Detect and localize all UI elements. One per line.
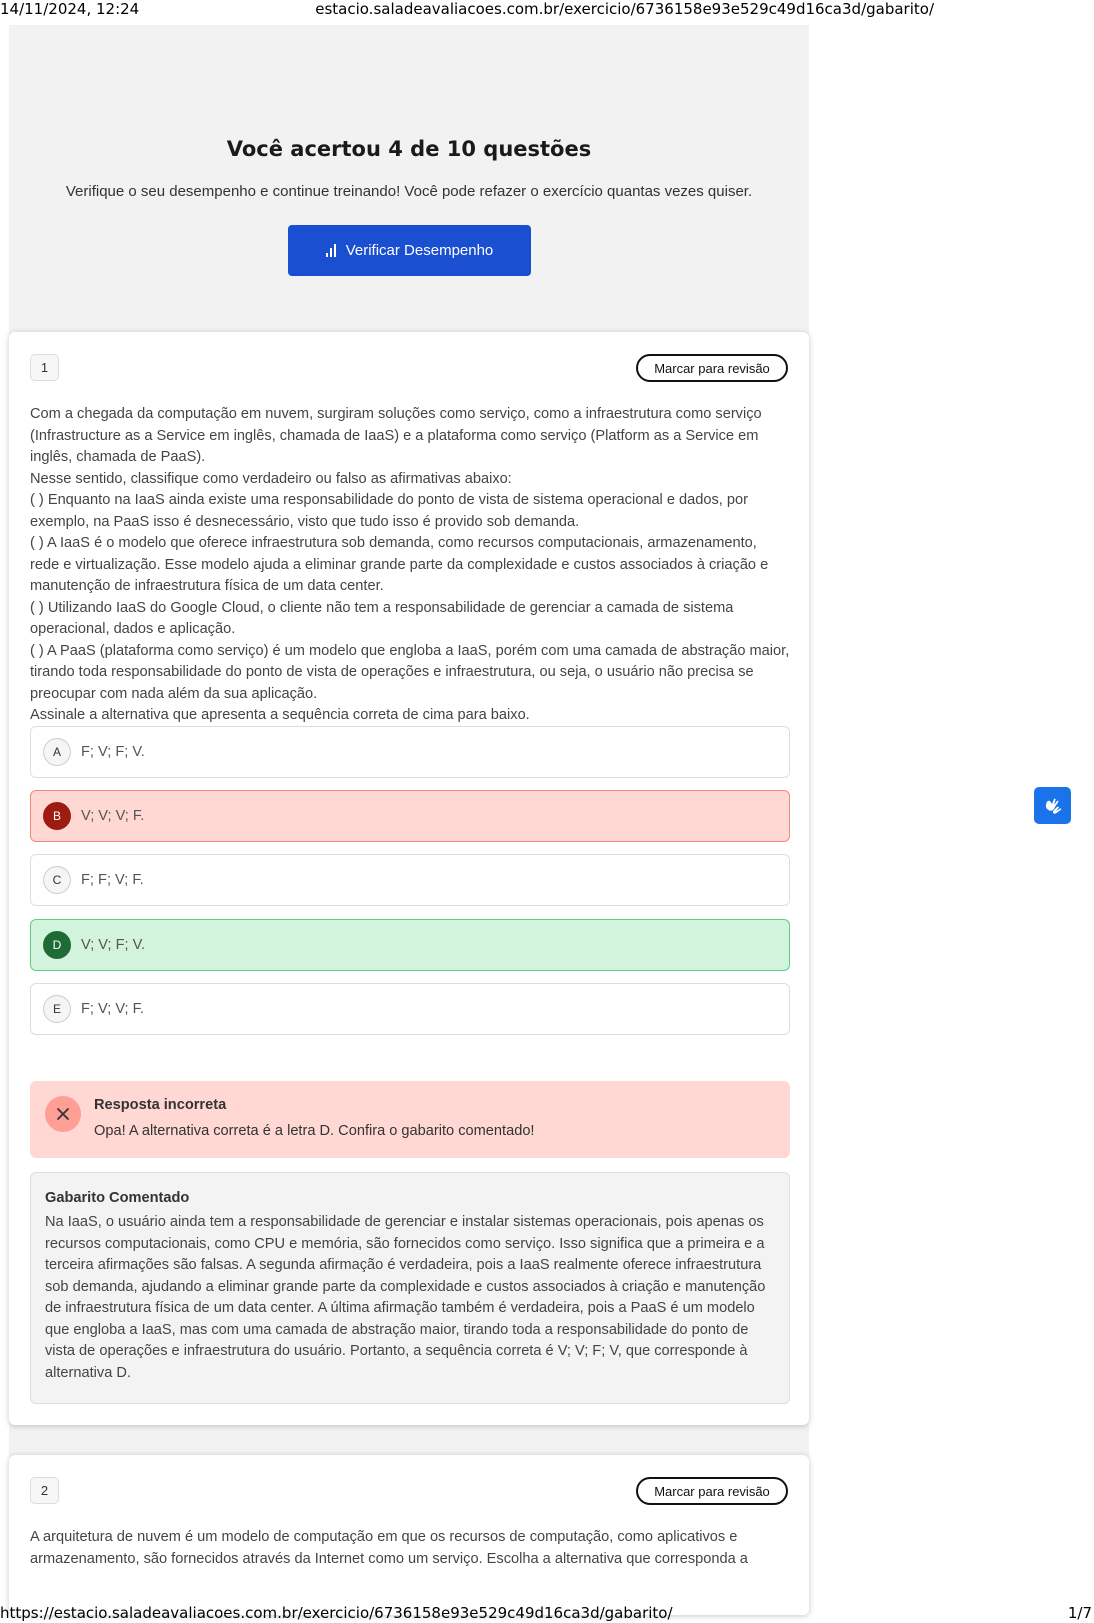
question-card-2 bbox=[9, 1455, 809, 1615]
print-header bbox=[0, 0, 1094, 18]
question-statement bbox=[30, 404, 790, 727]
option-c[interactable] bbox=[30, 854, 790, 906]
print-datetime: 14/11/2024, 12:24 bbox=[0, 0, 140, 18]
question-card-1 bbox=[9, 332, 809, 1425]
print-header-url: estacio.saladeavaliacoes.com.br/exercicio/6736158e93e529c49d16ca3d/gabarito/ bbox=[315, 0, 934, 18]
option-text: V; V; F; V. bbox=[81, 937, 146, 953]
verify-performance-button[interactable] bbox=[288, 225, 531, 276]
option-text: F; V; V; F. bbox=[81, 1001, 144, 1017]
option-d[interactable] bbox=[30, 919, 790, 971]
question-paragraph: ( ) Enquanto na IaaS ainda existe uma responsabilidade do ponto de vista de sistema operacional e dados, por exemplo, na PaaS isso é desnecessário, visto que tudo isso é provido sob demanda. bbox=[30, 492, 748, 530]
feedback-text: Opa! A alternativa correta é a letra D. Confira o gabarito comentado! bbox=[94, 1123, 535, 1139]
mark-for-review-button[interactable]: Marcar para revisão bbox=[636, 354, 788, 382]
mark-for-review-button[interactable]: Marcar para revisão bbox=[636, 1477, 788, 1505]
results-subtitle: Verifique o seu desempenho e continue treinando! Você pode refazer o exercício quantas vezes quiser. bbox=[65, 183, 753, 200]
option-text: V; V; V; F. bbox=[81, 808, 145, 824]
question-paragraph: Nesse sentido, classifique como verdadeiro ou falso as afirmativas abaixo: bbox=[30, 470, 512, 487]
results-title: Você acertou 4 de 10 questões bbox=[226, 137, 592, 161]
commented-answer-text: Na IaaS, o usuário ainda tem a responsabilidade de gerenciar e instalar sistemas operacionais, pois apenas os recursos computacionais, como CPU e memória, são fornecidos como serviço. Isso significa que a primeira e a terceira afirmações são falsas. A segunda afirmação é verdadeira, pois a IaaS realmente oferece infraestrutura sob demanda, ajudando a eliminar grande parte da complexidade e custos associados à criação e manutenção de infraestrutura física de um data center. A última afirmação também é verdadeira, pois a PaaS é um modelo que engloba a IaaS, mas com uma camada de abstração maior, tirando toda a responsabilidade do ponto de vista de operações e infraestrutura do usuário. Portanto, a sequência correta é V; V; F; V, que corresponde à alternativa D. bbox=[45, 1214, 766, 1381]
option-text: F; V; F; V. bbox=[81, 744, 145, 760]
close-icon bbox=[45, 1096, 81, 1132]
option-a[interactable] bbox=[30, 726, 790, 778]
option-text: F; F; V; F. bbox=[81, 872, 144, 888]
option-letter: C bbox=[43, 866, 71, 894]
commented-answer-title: Gabarito Comentado bbox=[45, 1190, 190, 1206]
page-indicator: 1/7 bbox=[1067, 1604, 1092, 1622]
option-letter: E bbox=[43, 995, 71, 1023]
question-statement bbox=[30, 1527, 790, 1570]
option-letter: B bbox=[43, 802, 71, 830]
print-footer bbox=[0, 1604, 1094, 1622]
question-paragraph: ( ) A IaaS é o modelo que oferece infraestrutura sob demanda, como recursos computacionais, armazenamento, rede e virtualização. Esse modelo ajuda a eliminar grande parte da complexidade e custos associados à criação e manutenção de infraestrutura física de um data center. bbox=[30, 535, 769, 594]
question-paragraph: Com a chegada da computação em nuvem, surgiram soluções como serviço, como a infraestrutura como serviço (Infrastructure as a Service em inglês, chamada de IaaS) e a plataforma como serviço (Platform as a Service em inglês, chamada de PaaS). bbox=[30, 406, 762, 465]
verify-performance-label: Verificar Desempenho bbox=[345, 242, 494, 259]
feedback-title: Resposta incorreta bbox=[94, 1097, 227, 1113]
question-number: 1 bbox=[30, 354, 59, 381]
question-paragraph: A arquitetura de nuvem é um modelo de computação em que os recursos de computação, como aplicativos e armazenamento, são fornecidos através da Internet como um serviço. Escolha a alternativa que corresponda a bbox=[30, 1529, 748, 1567]
option-letter: A bbox=[43, 738, 71, 766]
question-paragraph: ( ) Utilizando IaaS do Google Cloud, o cliente não tem a responsabilidade de gerenciar a camada de sistema operacional, dados e aplicação. bbox=[30, 599, 734, 637]
question-paragraph: Assinale a alternativa que apresenta a sequência correta de cima para baixo. bbox=[30, 707, 530, 723]
bar-chart-icon bbox=[326, 244, 336, 257]
question-paragraph: ( ) A PaaS (plataforma como serviço) é um modelo que engloba a IaaS, porém com uma camada de abstração maior, tirando toda responsabilidade do ponto de vista de operações e infraestrutura, ou seja, o usuário não precisa se preocupar com nada além da sua aplicação. bbox=[30, 642, 790, 702]
print-footer-url: https://estacio.saladeavaliacoes.com.br/exercicio/6736158e93e529c49d16ca3d/gabarito/ bbox=[0, 1604, 673, 1622]
sign-language-hands-icon[interactable] bbox=[1034, 787, 1071, 824]
results-summary bbox=[9, 25, 809, 335]
option-letter: D bbox=[43, 931, 71, 959]
option-b[interactable] bbox=[30, 790, 790, 842]
answer-feedback bbox=[30, 1081, 790, 1158]
commented-answer bbox=[30, 1172, 790, 1404]
question-number: 2 bbox=[30, 1477, 59, 1504]
option-e[interactable] bbox=[30, 983, 790, 1035]
